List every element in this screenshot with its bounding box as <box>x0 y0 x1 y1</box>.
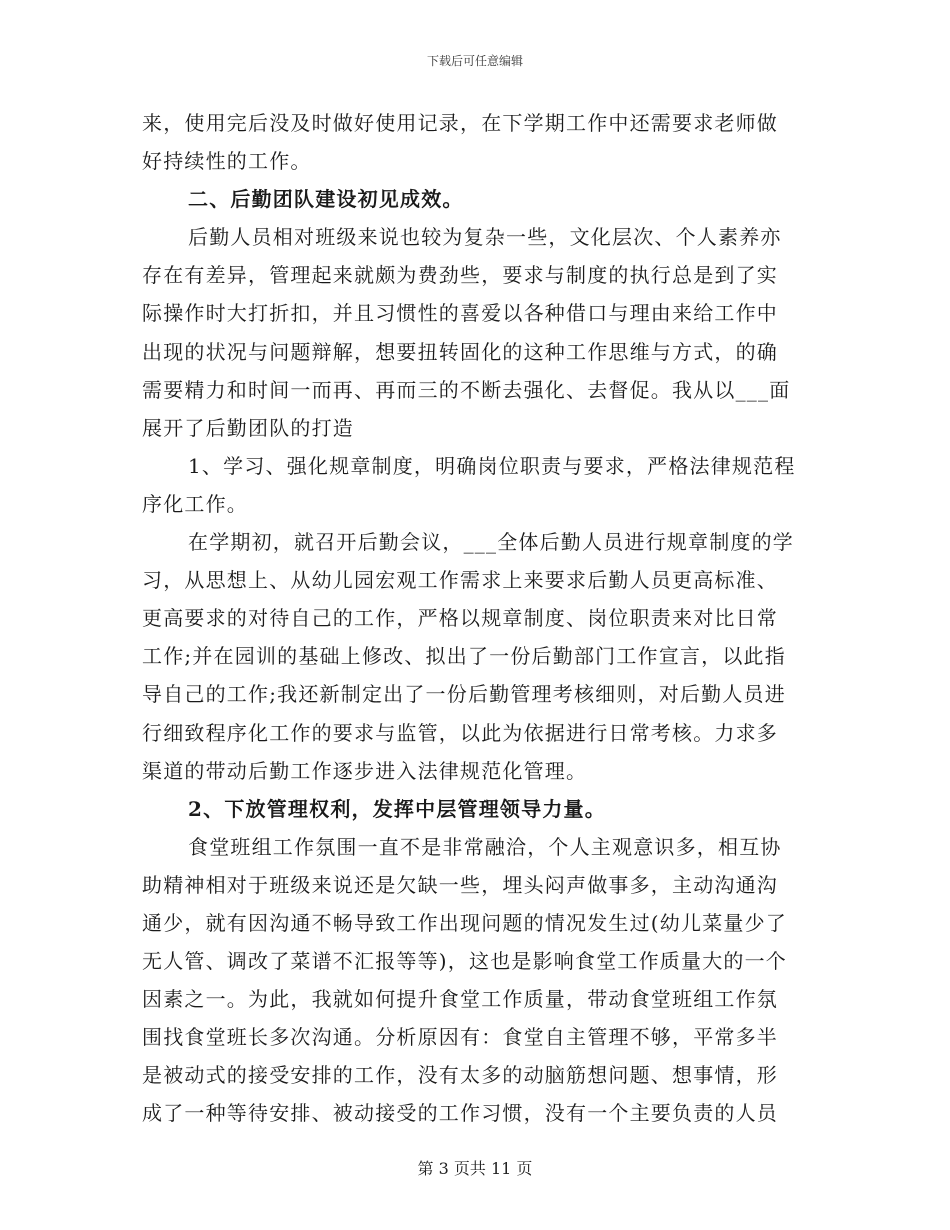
subheading-line: 1、学习、强化规章制度，明确岗位职责与要求，严格法律规范程 <box>188 453 796 478</box>
section-heading: 二、后勤团队建设初见成效。 <box>188 187 464 212</box>
section-heading: 2、下放管理权利，发挥中层管理领导力量。 <box>188 796 606 821</box>
text-line: 工作;并在园训的基础上修改、拟出了一份后勤部门工作宣言，以此指 <box>142 644 786 669</box>
text-line: 序化工作。 <box>142 491 248 516</box>
page-header: 下载后可任意编辑 <box>426 54 523 68</box>
text-line: 后勤人员相对班级来说也较为复杂一些，文化层次、个人素养亦 <box>188 225 782 250</box>
text-line: 围找食堂班长多次沟通。分析原因有：食堂自主管理不够，平常多半 <box>142 1025 778 1050</box>
text-line: 行细致程序化工作的要求与监管，以此为依据进行日常考核。力求多 <box>142 720 778 745</box>
text-line: 通少，就有因沟通不畅导致工作出现问题的情况发生过(幼儿菜量少了 <box>142 910 788 935</box>
text-line: 需要精力和时间一而再、再而三的不断去强化、去督促。我从以___面 <box>142 377 791 402</box>
text-line: 助精神相对于班级来说还是欠缺一些，埋头闷声做事多，主动沟通沟 <box>142 872 778 897</box>
text-line: 渠道的带动后勤工作逐步进入法律规范化管理。 <box>142 758 588 783</box>
text-line: 在学期初，就召开后勤会议，___全体后勤人员进行规章制度的学 <box>188 530 794 555</box>
text-line: 是被动式的接受安排的工作，没有太多的动脑筋想问题、想事情，形 <box>142 1063 778 1088</box>
text-line: 际操作时大打折扣，并且习惯性的喜爱以各种借口与理由来给工作中 <box>142 301 778 326</box>
text-line: 食堂班组工作氛围一直不是非常融洽，个人主观意识多，相互协 <box>188 834 782 859</box>
document-body <box>142 104 802 1133</box>
text-line: 展开了后勤团队的打造 <box>142 415 354 440</box>
text-line: 好持续性的工作。 <box>142 149 312 174</box>
text-line: 成了一种等待安排、被动接受的工作习惯，没有一个主要负责的人员 <box>142 1101 778 1126</box>
text-line: 存在有差异，管理起来就颇为费劲些，要求与制度的执行总是到了实 <box>142 263 778 288</box>
text-line: 因素之一。为此，我就如何提升食堂工作质量，带动食堂班组工作氛 <box>142 987 778 1012</box>
text-line: 无人管、调改了菜谱不汇报等等)，这也是影响食堂工作质量大的一个 <box>142 949 788 974</box>
text-line: 来，使用完后没及时做好使用记录，在下学期工作中还需要求老师做 <box>142 111 778 135</box>
text-line: 更高要求的对待自己的工作，严格以规章制度、岗位职责来对比日常 <box>142 606 778 631</box>
page-footer: 第 3 页共 11 页 <box>417 1159 533 1178</box>
text-line: 导自己的工作;我还新制定出了一份后勤管理考核细则，对后勤人员进 <box>142 682 786 707</box>
text-line: 习，从思想上、从幼儿园宏观工作需求上来要求后勤人员更高标准、 <box>142 568 778 593</box>
text-line: 出现的状况与问题辩解，想要扭转固化的这种工作思维与方式，的确 <box>142 339 778 364</box>
